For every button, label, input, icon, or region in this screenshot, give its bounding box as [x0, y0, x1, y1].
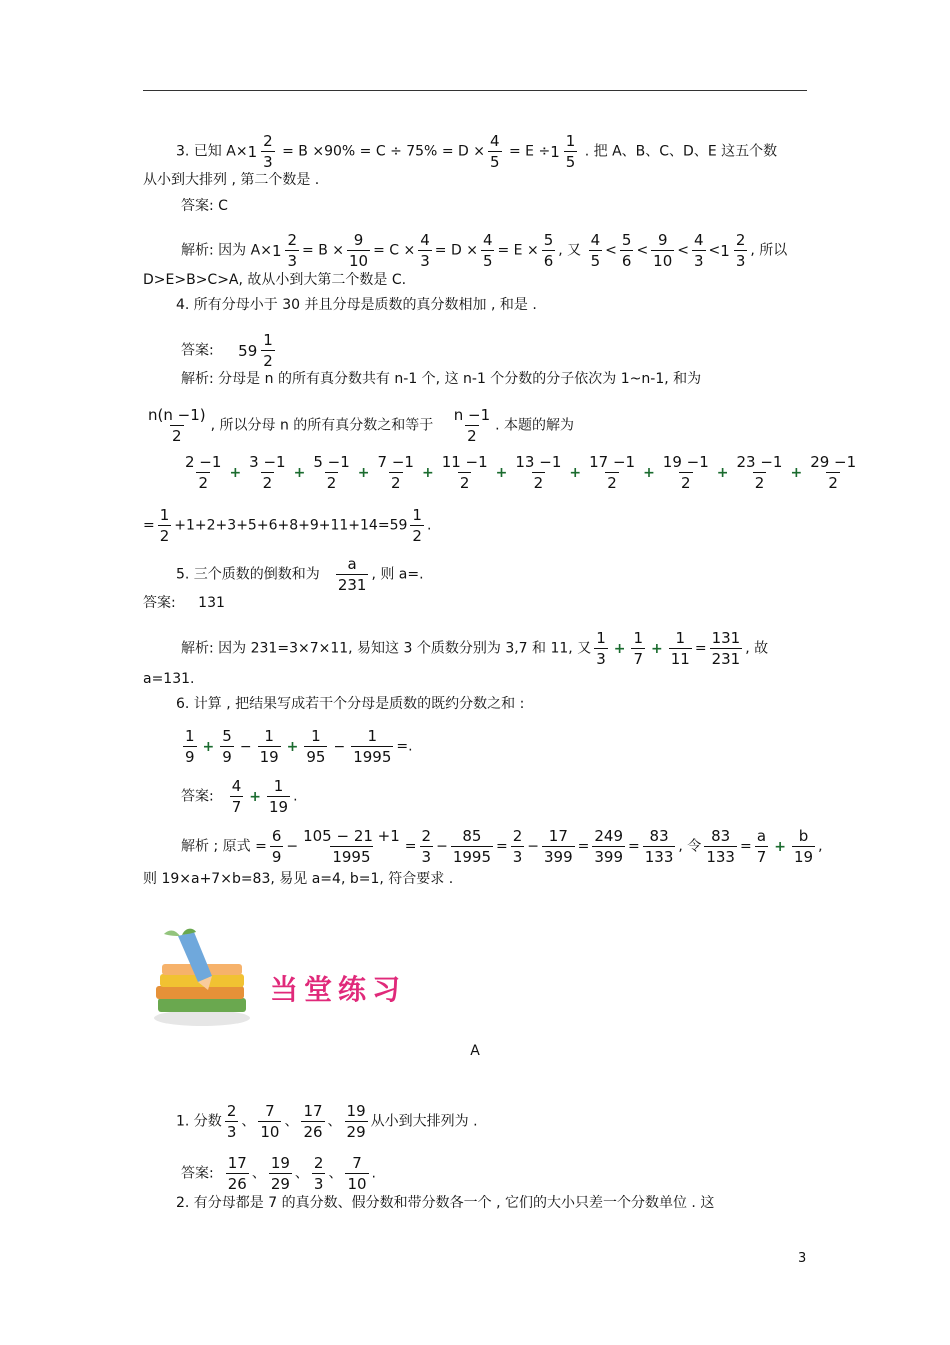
denominator: 2: [262, 474, 273, 492]
numerator: 2 −1: [185, 453, 222, 471]
denominator: 9: [222, 748, 232, 766]
fraction: [261, 330, 275, 371]
fraction: [336, 554, 369, 595]
numerator: 2: [263, 132, 273, 150]
problem-5-analysis: 解析: 因为 231=3×7×11, 易知这 3 个质数分别为 3,7 和 11, 又 $\frac{1}{3}$ + $\frac{1}{7}$ + $\frac{1}{11}$ = $\frac{131}{231}$ , 故: [181, 629, 769, 668]
fraction: [643, 826, 676, 867]
problem-5-answer: 答案: 131: [143, 595, 225, 611]
numerator: 249: [594, 827, 624, 845]
denominator: 6: [621, 252, 632, 270]
problem-5-analysis-line2: a=131.: [143, 671, 195, 687]
denominator: 3: [735, 252, 746, 270]
denominator: 2: [412, 527, 422, 545]
denominator: 3: [287, 252, 298, 270]
denominator: 9: [185, 748, 195, 766]
denominator: 399: [594, 848, 624, 866]
numerator: 9: [353, 231, 364, 249]
fraction: [270, 826, 284, 867]
numerator: 1: [185, 727, 195, 745]
problem-4-analysis: 解析: 分母是 n 的所有真分数共有 n-1 个, 这 n-1 个分数的分子依次为 1~n-1, 和为: [181, 371, 702, 387]
denominator: 3: [694, 252, 704, 270]
numerator: 5 −1: [313, 453, 350, 471]
fraction: [452, 405, 492, 446]
denominator: 26: [303, 1123, 323, 1141]
problem-6-analysis: 解析 ; 原式 = $\frac{6}{9}$ − $\frac{105 - 21 +1}{1995}$ = $\frac{2}{3}$ − $\frac{85}{1995}$ = $\frac{2}{3}$ − $\frac{17}{399}$ = $\frac{249}{399}$ = $\frac{83}{133}$ , 令 $\frac{83}{133}$ = $\frac{a}{7}$ + $\frac{b}{19}$ ,: [181, 827, 823, 866]
fraction: [511, 826, 525, 867]
numerator: 83: [711, 827, 731, 845]
numerator: n(n −1): [148, 406, 206, 424]
problem-3-analysis: 解析: 因为 A× 1 $\frac{2}{3}$ = B × $\frac{9}{10}$ = C × $\frac{4}{3}$ = D × $\frac{4}{5}$ = E × $\frac{5}{6}$ , 又 $\frac{4}{5}$ < $\frac{5}{6}$ < $\frac{9}{10}$ < $\frac{4}{3}$ < 1 $\frac{2}{3}$ , 所以: [181, 231, 788, 270]
problem-3-line2: 从小到大排列 , 第二个数是 .: [143, 172, 320, 188]
fraction: [258, 726, 281, 767]
denominator: 6: [543, 252, 554, 270]
numerator: 2: [313, 1154, 324, 1172]
problem-3-answer: 答案: C: [181, 198, 228, 214]
numerator: 29 −1: [810, 453, 857, 471]
denominator: 231: [711, 650, 741, 668]
fraction: [376, 452, 416, 493]
fraction: [692, 230, 706, 271]
fraction: [345, 1101, 368, 1142]
problem-6-answer: 答案: $\frac{4}{7}$ + $\frac{1}{19}$ .: [181, 777, 298, 816]
denominator: 7: [231, 798, 242, 816]
denominator: 2: [263, 352, 273, 370]
denominator: 2: [159, 527, 170, 545]
numerator: 7: [352, 1154, 362, 1172]
numerator: a: [756, 827, 767, 845]
fraction: [351, 726, 393, 767]
denominator: 2: [754, 474, 765, 492]
denominator: 3: [263, 153, 273, 171]
numerator: 19 −1: [662, 453, 709, 471]
numerator: 85: [462, 827, 482, 845]
section-title: 当堂练习: [270, 973, 407, 1006]
fraction: [347, 230, 370, 271]
numerator: 4: [482, 231, 493, 249]
numerator: 19: [270, 1154, 290, 1172]
numerator: 4: [420, 231, 430, 249]
denominator: 2: [828, 474, 838, 492]
fraction: [440, 452, 490, 493]
level-label: A: [470, 1043, 480, 1059]
numerator: 1: [675, 629, 686, 647]
denominator: 1995: [353, 748, 392, 766]
numerator: 4: [489, 132, 500, 150]
numerator: a: [347, 555, 357, 573]
denominator: 7: [756, 848, 767, 866]
numerator: 2: [421, 827, 432, 845]
denominator: 3: [313, 1175, 324, 1193]
fraction: [345, 1153, 368, 1194]
problem-4-sum-result: = $\frac{1}{2}$ +1+2+3+5+6+8+9+11+14=59 $\frac{1}{2}$ .: [143, 506, 432, 545]
numerator: 17: [548, 827, 568, 845]
denominator: 2: [467, 427, 477, 445]
fraction: [631, 628, 645, 669]
denominator: 3: [512, 848, 523, 866]
fraction: [594, 628, 608, 669]
denominator: 5: [565, 153, 576, 171]
header-rule: [143, 90, 807, 91]
fraction: [513, 452, 563, 493]
exercise-2-statement: 2. 有分母都是 7 的真分数、假分数和带分数各一个 , 它们的大小只差一个分数单位 . 这: [176, 1195, 715, 1211]
denominator: 3: [226, 1123, 237, 1141]
fraction: [258, 1101, 281, 1142]
denominator: 29: [270, 1175, 290, 1193]
numerator: 1: [596, 629, 606, 647]
denominator: 2: [533, 474, 544, 492]
numerator: n −1: [453, 406, 491, 424]
numerator: 1: [263, 331, 273, 349]
fraction: [304, 726, 327, 767]
problem-4-statement: 4. 所有分母小于 30 并且分母是质数的真分数相加 , 和是 .: [176, 297, 537, 313]
fraction: [183, 452, 223, 493]
numerator: 6: [271, 827, 282, 845]
denominator: 19: [793, 848, 814, 866]
problem-5-statement: 5. 三个质数的倒数和为 $\frac{a}{231}$ , 则 a=.: [176, 555, 424, 594]
fraction: [146, 405, 208, 446]
denominator: 3: [596, 650, 606, 668]
exercise-1-answer: 答案: $\frac{17}{26}$ 、 $\frac{19}{29}$ 、 $\frac{2}{3}$ 、 $\frac{7}{10}$ .: [181, 1154, 376, 1193]
fraction: [418, 230, 432, 271]
denominator: 231: [337, 576, 367, 594]
numerator: 2: [512, 827, 523, 845]
numerator: 5: [543, 231, 554, 249]
problem-6-analysis-line2: 则 19×a+7×b=83, 易见 a=4, b=1, 符合要求 .: [143, 871, 454, 887]
denominator: 95: [306, 748, 326, 766]
problem-6-statement: 6. 计算 , 把结果写成若干个分母是质数的既约分数之和 :: [176, 696, 525, 712]
fraction: [226, 1153, 249, 1194]
numerator: 2: [287, 231, 298, 249]
books-pencil-icon: [150, 928, 255, 1028]
fraction: [661, 452, 711, 493]
fraction: [587, 452, 637, 493]
numerator: 9: [657, 231, 668, 249]
denominator: 29: [346, 1123, 366, 1141]
denominator: 133: [706, 848, 735, 866]
numerator: 11 −1: [441, 453, 488, 471]
fraction: [808, 452, 858, 493]
problem-3-analysis-line2: D>E>B>C>A, 故从小到大第二个数是 C.: [143, 272, 407, 288]
denominator: 2: [607, 474, 617, 492]
fraction: [564, 131, 578, 172]
fraction: [261, 131, 275, 172]
denominator: 19: [259, 748, 279, 766]
numerator: 1: [412, 506, 422, 524]
numerator: 7 −1: [377, 453, 414, 471]
numerator: 23 −1: [736, 453, 783, 471]
fraction: [420, 826, 434, 867]
denominator: 2: [172, 427, 182, 445]
denominator: 5: [482, 252, 493, 270]
numerator: 4: [694, 231, 704, 249]
numerator: 7: [265, 1102, 275, 1120]
numerator: 1: [367, 727, 378, 745]
fraction: [220, 726, 234, 767]
numerator: 17: [303, 1102, 323, 1120]
denominator: 7: [633, 650, 644, 668]
numerator: 13 −1: [515, 453, 562, 471]
denominator: 3: [421, 848, 432, 866]
numerator: 2: [735, 231, 746, 249]
denominator: 1995: [452, 848, 491, 866]
denominator: 3: [420, 252, 430, 270]
fraction: [481, 230, 495, 271]
denominator: 10: [653, 252, 673, 270]
denominator: 9: [271, 848, 282, 866]
denominator: 5: [590, 252, 601, 270]
denominator: 2: [198, 474, 208, 492]
numerator: 5: [621, 231, 632, 249]
fraction: [269, 1153, 292, 1194]
numerator: 1: [633, 629, 644, 647]
fraction: [230, 776, 244, 817]
fraction: [669, 628, 692, 669]
fraction: [735, 452, 785, 493]
fraction: [311, 452, 351, 493]
fraction: [734, 230, 748, 271]
fraction: [710, 628, 743, 669]
fraction: [158, 505, 172, 546]
numerator: 5: [222, 727, 232, 745]
fraction: [301, 1101, 324, 1142]
fraction: [589, 230, 603, 271]
numerator: 4: [590, 231, 601, 249]
numerator: 1: [159, 506, 170, 524]
fraction: [410, 505, 424, 546]
fraction: [451, 826, 493, 867]
numerator: 17 −1: [589, 453, 636, 471]
numerator: 1: [565, 132, 576, 150]
fraction: [755, 826, 769, 867]
numerator: 3 −1: [249, 453, 286, 471]
problem-4-answer: 答案: 59 $\frac{1}{2}$: [181, 331, 273, 370]
fraction: [225, 1101, 239, 1142]
fraction: [183, 726, 197, 767]
denominator: 133: [644, 848, 674, 866]
problem-3-statement: 3. 已知 A× 1 $\frac{2}{3}$ = B ×90% = C ÷ 75% = D × $\frac{4}{5}$ = E ÷ 1 $\frac{1}{5}$ . 把 A、B、C、D、E 这五个数: [176, 132, 778, 171]
numerator: 131: [711, 629, 741, 647]
problem-4-analysis-line2: $\frac{n(n -1)}{2}$ , 所以分母 n 的所有真分数之和等于 $\frac{n -1}{2}$ . 本题的解为: [148, 406, 575, 445]
problem-4-sum: $\frac{2 -1}{2}$ + $\frac{3 -1}{2}$ + $\frac{5 -1}{2}$ + $\frac{7 -1}{2}$ + $\frac{11 -1}{2}$ + $\frac{13 -1}{2}$ + $\frac{17 -1}{2}$ + $\frac{19 -1}{2}$ + $\frac{23 -1}{2}$ + $\frac{29 -1}{2}$: [185, 453, 857, 492]
denominator: 10: [260, 1123, 280, 1141]
numerator: 4: [231, 777, 242, 795]
fraction: [620, 230, 634, 271]
numerator: 1: [311, 727, 321, 745]
numerator: 17: [227, 1154, 247, 1172]
fraction: [792, 826, 815, 867]
fraction: [301, 826, 402, 867]
numerator: 2: [226, 1102, 237, 1120]
exercise-1-statement: 1. 分数 $\frac{2}{3}$ 、 $\frac{7}{10}$ 、 $\frac{17}{26}$ 、 $\frac{19}{29}$ 从小到大排列为 .: [176, 1102, 478, 1141]
fraction: [542, 230, 556, 271]
denominator: 399: [544, 848, 573, 866]
numerator: 83: [649, 827, 669, 845]
denominator: 10: [349, 252, 369, 270]
denominator: 10: [347, 1175, 367, 1193]
fraction: [312, 1153, 326, 1194]
denominator: 1995: [332, 848, 371, 866]
denominator: 2: [390, 474, 401, 492]
numerator: b: [798, 827, 809, 845]
numerator: 1: [264, 727, 274, 745]
denominator: 2: [459, 474, 470, 492]
numerator: 1: [273, 777, 284, 795]
fraction: [267, 776, 290, 817]
denominator: 2: [681, 474, 691, 492]
fraction: [704, 826, 737, 867]
fraction: [651, 230, 674, 271]
fraction: [247, 452, 287, 493]
denominator: 2: [326, 474, 337, 492]
denominator: 11: [670, 650, 690, 668]
problem-6-expression: $\frac{1}{9}$ + $\frac{5}{9}$ − $\frac{1}{19}$ + $\frac{1}{95}$ − $\frac{1}{1995}$ =.: [185, 727, 413, 766]
denominator: 26: [227, 1175, 247, 1193]
numerator: 105 − 21 +1: [303, 827, 400, 845]
fraction: [488, 131, 502, 172]
page-number: 3: [798, 1251, 807, 1266]
fraction: [592, 826, 625, 867]
fraction: [285, 230, 299, 271]
denominator: 5: [489, 153, 500, 171]
denominator: 19: [269, 798, 289, 816]
fraction: [542, 826, 575, 867]
numerator: 19: [346, 1102, 366, 1120]
